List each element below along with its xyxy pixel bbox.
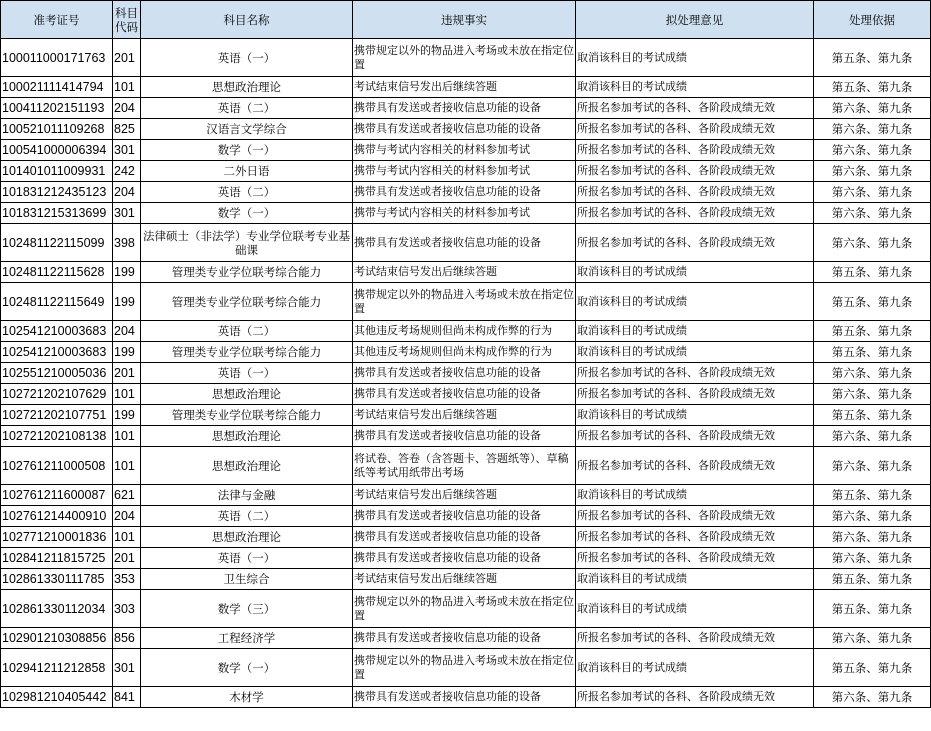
subject-name-cell: 汉语言文学综合 (141, 119, 353, 140)
legal-basis-cell: 第五条、第九条 (814, 342, 931, 363)
proposed-action-cell: 取消该科目的考试成绩 (576, 321, 814, 342)
violation-fact-cell: 携带规定以外的物品进入考场或未放在指定位置 (353, 649, 576, 687)
table-row (1, 161, 931, 182)
table-row (1, 182, 931, 203)
subject-code-cell: 199 (113, 405, 141, 426)
exam-id-cell: 100021111414794 (1, 77, 113, 98)
violation-fact-cell: 携带具有发送或者接收信息功能的设备 (353, 182, 576, 203)
proposed-action-cell: 所报名参加考试的各科、各阶段成绩无效 (576, 161, 814, 182)
subject-code-cell: 101 (113, 527, 141, 548)
violation-fact-cell: 携带具有发送或者接收信息功能的设备 (353, 98, 576, 119)
legal-basis-cell: 第六条、第九条 (814, 506, 931, 527)
header-proposed-action: 拟处理意见 (576, 1, 814, 39)
table-row (1, 569, 931, 590)
violation-fact-cell: 携带具有发送或者接收信息功能的设备 (353, 687, 576, 708)
subject-code-cell: 201 (113, 363, 141, 384)
table-row (1, 262, 931, 283)
violation-fact-cell: 携带具有发送或者接收信息功能的设备 (353, 224, 576, 262)
table-row (1, 363, 931, 384)
subject-name-cell: 数学（一） (141, 649, 353, 687)
subject-code-cell: 204 (113, 506, 141, 527)
subject-name-cell: 管理类专业学位联考综合能力 (141, 342, 353, 363)
proposed-action-cell: 所报名参加考试的各科、各阶段成绩无效 (576, 363, 814, 384)
subject-name-cell: 英语（一） (141, 548, 353, 569)
proposed-action-cell: 取消该科目的考试成绩 (576, 77, 814, 98)
header-violation-fact: 违规事实 (353, 1, 576, 39)
legal-basis-cell: 第六条、第九条 (814, 687, 931, 708)
violation-fact-cell: 考试结束信号发出后继续答题 (353, 485, 576, 506)
exam-id-cell: 102481122115099 (1, 224, 113, 262)
violation-fact-cell: 携带与考试内容相关的材料参加考试 (353, 140, 576, 161)
header-row (1, 1, 931, 39)
legal-basis-cell: 第六条、第九条 (814, 426, 931, 447)
subject-name-cell: 管理类专业学位联考综合能力 (141, 405, 353, 426)
subject-name-cell: 数学（三） (141, 590, 353, 628)
legal-basis-cell: 第六条、第九条 (814, 119, 931, 140)
proposed-action-cell: 所报名参加考试的各科、各阶段成绩无效 (576, 447, 814, 485)
legal-basis-cell: 第六条、第九条 (814, 384, 931, 405)
proposed-action-cell: 所报名参加考试的各科、各阶段成绩无效 (576, 182, 814, 203)
legal-basis-cell: 第六条、第九条 (814, 527, 931, 548)
exam-id-cell: 102861330112034 (1, 590, 113, 628)
exam-id-cell: 102481122115628 (1, 262, 113, 283)
legal-basis-cell: 第五条、第九条 (814, 485, 931, 506)
table-row (1, 527, 931, 548)
table-row (1, 548, 931, 569)
subject-code-cell: 201 (113, 548, 141, 569)
proposed-action-cell: 取消该科目的考试成绩 (576, 262, 814, 283)
proposed-action-cell: 所报名参加考试的各科、各阶段成绩无效 (576, 224, 814, 262)
exam-id-cell: 100541000006394 (1, 140, 113, 161)
violation-fact-cell: 携带与考试内容相关的材料参加考试 (353, 203, 576, 224)
subject-code-cell: 204 (113, 98, 141, 119)
subject-code-cell: 201 (113, 39, 141, 77)
proposed-action-cell: 所报名参加考试的各科、各阶段成绩无效 (576, 506, 814, 527)
proposed-action-cell: 取消该科目的考试成绩 (576, 283, 814, 321)
table-row (1, 140, 931, 161)
violation-fact-cell: 其他违反考场规则但尚未构成作弊的行为 (353, 321, 576, 342)
table-row (1, 283, 931, 321)
proposed-action-cell: 取消该科目的考试成绩 (576, 405, 814, 426)
exam-id-cell: 102721202108138 (1, 426, 113, 447)
subject-name-cell: 思想政治理论 (141, 527, 353, 548)
violation-fact-cell: 考试结束信号发出后继续答题 (353, 569, 576, 590)
subject-code-cell: 841 (113, 687, 141, 708)
table-row (1, 342, 931, 363)
subject-code-cell: 101 (113, 77, 141, 98)
subject-name-cell: 法律与金融 (141, 485, 353, 506)
exam-id-cell: 102481122115649 (1, 283, 113, 321)
header-subject-name: 科目名称 (141, 1, 353, 39)
subject-name-cell: 数学（一） (141, 203, 353, 224)
exam-id-cell: 102761211600087 (1, 485, 113, 506)
exam-id-cell: 100411202151193 (1, 98, 113, 119)
table-row (1, 590, 931, 628)
proposed-action-cell: 所报名参加考试的各科、各阶段成绩无效 (576, 140, 814, 161)
violation-fact-cell: 携带规定以外的物品进入考场或未放在指定位置 (353, 39, 576, 77)
subject-name-cell: 英语（二） (141, 506, 353, 527)
violation-fact-cell: 考试结束信号发出后继续答题 (353, 405, 576, 426)
subject-name-cell: 木材学 (141, 687, 353, 708)
proposed-action-cell: 所报名参加考试的各科、各阶段成绩无效 (576, 203, 814, 224)
subject-code-cell: 398 (113, 224, 141, 262)
table-row (1, 687, 931, 708)
table-row (1, 447, 931, 485)
violation-fact-cell: 携带具有发送或者接收信息功能的设备 (353, 628, 576, 649)
exam-id-cell: 102861330111785 (1, 569, 113, 590)
subject-code-cell: 303 (113, 590, 141, 628)
subject-name-cell: 数学（一） (141, 140, 353, 161)
exam-id-cell: 100521011109268 (1, 119, 113, 140)
table-row (1, 506, 931, 527)
subject-code-cell: 101 (113, 426, 141, 447)
subject-name-cell: 英语（一） (141, 363, 353, 384)
subject-code-cell: 204 (113, 182, 141, 203)
subject-name-cell: 思想政治理论 (141, 77, 353, 98)
table-row (1, 119, 931, 140)
legal-basis-cell: 第五条、第九条 (814, 405, 931, 426)
subject-name-cell: 英语（二） (141, 98, 353, 119)
subject-code-cell: 199 (113, 283, 141, 321)
violation-fact-cell: 携带具有发送或者接收信息功能的设备 (353, 384, 576, 405)
legal-basis-cell: 第六条、第九条 (814, 224, 931, 262)
table-row (1, 426, 931, 447)
subject-code-cell: 199 (113, 342, 141, 363)
proposed-action-cell: 所报名参加考试的各科、各阶段成绩无效 (576, 426, 814, 447)
table-row (1, 77, 931, 98)
exam-id-cell: 102541210003683 (1, 342, 113, 363)
proposed-action-cell: 取消该科目的考试成绩 (576, 485, 814, 506)
table-row (1, 628, 931, 649)
violation-fact-cell: 携带具有发送或者接收信息功能的设备 (353, 548, 576, 569)
legal-basis-cell: 第五条、第九条 (814, 569, 931, 590)
table-row (1, 321, 931, 342)
exam-id-cell: 102541210003683 (1, 321, 113, 342)
subject-code-cell: 242 (113, 161, 141, 182)
violation-fact-cell: 携带具有发送或者接收信息功能的设备 (353, 119, 576, 140)
subject-code-cell: 101 (113, 447, 141, 485)
legal-basis-cell: 第六条、第九条 (814, 447, 931, 485)
violation-fact-cell: 携带具有发送或者接收信息功能的设备 (353, 363, 576, 384)
violation-fact-cell: 携带具有发送或者接收信息功能的设备 (353, 426, 576, 447)
exam-id-cell: 102901210308856 (1, 628, 113, 649)
subject-code-cell: 199 (113, 262, 141, 283)
proposed-action-cell: 所报名参加考试的各科、各阶段成绩无效 (576, 527, 814, 548)
subject-name-cell: 卫生综合 (141, 569, 353, 590)
proposed-action-cell: 取消该科目的考试成绩 (576, 342, 814, 363)
legal-basis-cell: 第五条、第九条 (814, 262, 931, 283)
violation-fact-cell: 其他违反考场规则但尚未构成作弊的行为 (353, 342, 576, 363)
table-row (1, 39, 931, 77)
proposed-action-cell: 所报名参加考试的各科、各阶段成绩无效 (576, 384, 814, 405)
legal-basis-cell: 第五条、第九条 (814, 77, 931, 98)
subject-code-cell: 856 (113, 628, 141, 649)
violation-fact-cell: 携带具有发送或者接收信息功能的设备 (353, 506, 576, 527)
legal-basis-cell: 第六条、第九条 (814, 161, 931, 182)
exam-id-cell: 101831212435123 (1, 182, 113, 203)
proposed-action-cell: 取消该科目的考试成绩 (576, 39, 814, 77)
table-row (1, 203, 931, 224)
subject-name-cell: 工程经济学 (141, 628, 353, 649)
subject-code-cell: 101 (113, 384, 141, 405)
violation-fact-cell: 考试结束信号发出后继续答题 (353, 262, 576, 283)
exam-id-cell: 102771210001836 (1, 527, 113, 548)
subject-code-cell: 353 (113, 569, 141, 590)
legal-basis-cell: 第五条、第九条 (814, 321, 931, 342)
proposed-action-cell: 取消该科目的考试成绩 (576, 590, 814, 628)
subject-name-cell: 英语（二） (141, 182, 353, 203)
legal-basis-cell: 第五条、第九条 (814, 283, 931, 321)
exam-id-cell: 101401011009931 (1, 161, 113, 182)
table-row (1, 405, 931, 426)
violation-fact-cell: 携带规定以外的物品进入考场或未放在指定位置 (353, 283, 576, 321)
table-row (1, 649, 931, 687)
subject-code-cell: 301 (113, 203, 141, 224)
exam-id-cell: 101831215313699 (1, 203, 113, 224)
proposed-action-cell: 所报名参加考试的各科、各阶段成绩无效 (576, 687, 814, 708)
legal-basis-cell: 第五条、第九条 (814, 649, 931, 687)
proposed-action-cell: 所报名参加考试的各科、各阶段成绩无效 (576, 628, 814, 649)
exam-id-cell: 102761211000508 (1, 447, 113, 485)
proposed-action-cell: 所报名参加考试的各科、各阶段成绩无效 (576, 119, 814, 140)
subject-name-cell: 思想政治理论 (141, 426, 353, 447)
header-legal-basis: 处理依据 (814, 1, 931, 39)
subject-code-cell: 825 (113, 119, 141, 140)
table-row (1, 98, 931, 119)
exam-id-cell: 100011000171763 (1, 39, 113, 77)
subject-name-cell: 英语（二） (141, 321, 353, 342)
header-subject-code: 科目代码 (113, 1, 141, 39)
subject-code-cell: 204 (113, 321, 141, 342)
subject-code-cell: 621 (113, 485, 141, 506)
subject-name-cell: 英语（一） (141, 39, 353, 77)
table-body (1, 39, 931, 708)
subject-code-cell: 301 (113, 649, 141, 687)
legal-basis-cell: 第六条、第九条 (814, 182, 931, 203)
subject-name-cell: 法律硕士（非法学）专业学位联考专业基础课 (141, 224, 353, 262)
table-row (1, 224, 931, 262)
subject-name-cell: 思想政治理论 (141, 384, 353, 405)
legal-basis-cell: 第六条、第九条 (814, 140, 931, 161)
proposed-action-cell: 取消该科目的考试成绩 (576, 569, 814, 590)
proposed-action-cell: 所报名参加考试的各科、各阶段成绩无效 (576, 548, 814, 569)
exam-id-cell: 102721202107629 (1, 384, 113, 405)
exam-id-cell: 102761214400910 (1, 506, 113, 527)
violation-fact-cell: 将试卷、答卷（含答题卡、答题纸等）、草稿纸等考试用纸带出考场 (353, 447, 576, 485)
table-row (1, 485, 931, 506)
subject-name-cell: 管理类专业学位联考综合能力 (141, 262, 353, 283)
legal-basis-cell: 第六条、第九条 (814, 548, 931, 569)
legal-basis-cell: 第五条、第九条 (814, 39, 931, 77)
proposed-action-cell: 取消该科目的考试成绩 (576, 649, 814, 687)
table-row (1, 384, 931, 405)
exam-id-cell: 102721202107751 (1, 405, 113, 426)
subject-name-cell: 思想政治理论 (141, 447, 353, 485)
legal-basis-cell: 第五条、第九条 (814, 590, 931, 628)
violation-fact-cell: 携带与考试内容相关的材料参加考试 (353, 161, 576, 182)
exam-id-cell: 102941211212858 (1, 649, 113, 687)
legal-basis-cell: 第六条、第九条 (814, 203, 931, 224)
exam-id-cell: 102551210005036 (1, 363, 113, 384)
legal-basis-cell: 第六条、第九条 (814, 98, 931, 119)
violation-fact-cell: 携带具有发送或者接收信息功能的设备 (353, 527, 576, 548)
exam-id-cell: 102981210405442 (1, 687, 113, 708)
legal-basis-cell: 第六条、第九条 (814, 628, 931, 649)
proposed-action-cell: 所报名参加考试的各科、各阶段成绩无效 (576, 98, 814, 119)
legal-basis-cell: 第六条、第九条 (814, 363, 931, 384)
violation-fact-cell: 携带规定以外的物品进入考场或未放在指定位置 (353, 590, 576, 628)
subject-code-cell: 301 (113, 140, 141, 161)
subject-name-cell: 二外日语 (141, 161, 353, 182)
subject-name-cell: 管理类专业学位联考综合能力 (141, 283, 353, 321)
header-exam-id: 准考证号 (1, 1, 113, 39)
exam-id-cell: 102841211815725 (1, 548, 113, 569)
violation-fact-cell: 考试结束信号发出后继续答题 (353, 77, 576, 98)
